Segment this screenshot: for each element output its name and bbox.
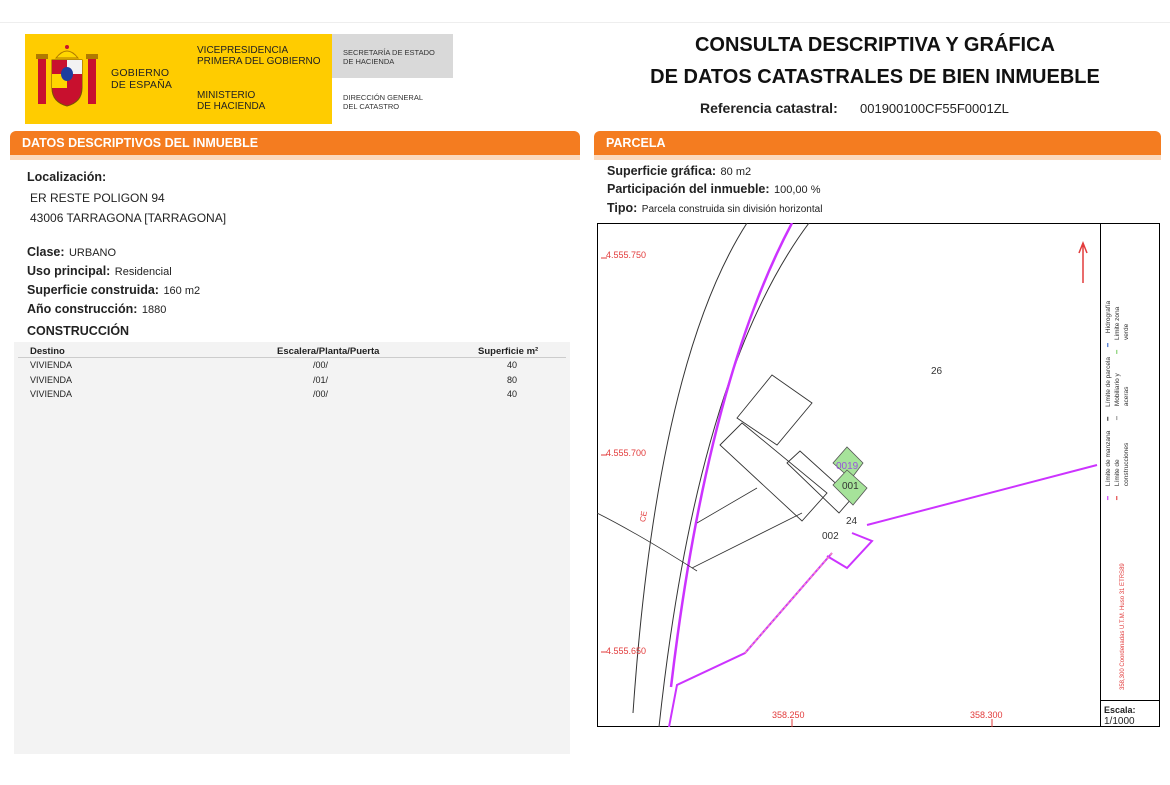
uso-value: Residencial [114,266,172,278]
clase-value: URBANO [68,247,117,259]
table-row-1-superficie: 40 [507,360,518,370]
escala-label: Escala: [1104,705,1136,715]
ref-value: 001900100CF55F0001ZL [860,101,1009,116]
legend-hidrografia: Hidrografía [1105,300,1112,334]
clase-row [27,243,116,261]
legend-row-2: ━ Límite de construcciones ━ Mobiliario y aceras ━ Limite zona verde [1113,300,1131,500]
ministerio-line2: DE HACIENDA [197,101,266,112]
parcel-line-3 [692,513,802,568]
secretaria-line2: DE HACIENDA [343,57,395,66]
section-header-parcela-underline [594,155,1161,160]
parcel-label-002: 002 [822,531,839,542]
legend-row-1: ━ Límite de manzana ━ Límite de parcela ━ Hidrografía [1105,300,1112,500]
parcel-label-001: 001 [842,481,859,492]
anio-value: 1880 [141,304,167,316]
parcel-line-2 [697,488,757,523]
table-header-escalera: Escalera/Planta/Puerta [277,346,380,357]
anio-label: Año construcción: [27,302,138,316]
coat-of-arms-icon [34,42,100,112]
building-outline-1 [737,375,812,445]
tipo-value: Parcela construida sin división horizontal [641,204,823,215]
secretaria-text [343,48,435,66]
road-edge-left [633,223,747,713]
table-header-destino: Destino [30,346,65,357]
address-line2: 43006 TARRAGONA [TARRAGONA] [30,211,227,225]
page-title-line2: DE DATOS CATASTRALES DE BIEN INMUEBLE [650,66,1100,88]
legend-divider [1100,223,1101,727]
parcel-label-26: 26 [931,366,943,377]
section-header-parcela: PARCELA [594,131,1161,155]
y-coord-3: 4.555.650 [606,646,647,656]
manzana-boundary-east [867,465,1097,525]
localizacion-label: Localización: [27,170,107,184]
table-row-1-destino: VIVIENDA [30,360,73,370]
legend-scale-divider [1100,700,1160,701]
address-line1: ER RESTE POLIGON 94 [30,191,165,205]
legend-manzana: Límite de manzana [1105,430,1112,487]
participacion-label: Participación del inmueble: [607,182,770,196]
legend-zona-verde: Limite zona verde [1114,306,1130,340]
y-coord-1: 4.555.750 [606,250,647,260]
gobierno-line1: GOBIERNO [111,67,170,79]
superficie-value: 160 m2 [163,285,201,297]
escala-value: 1/1000 [1104,716,1135,727]
legend-mobiliario: Mobiliario y aceras [1114,373,1130,407]
table-row-3-planta: /00/ [313,389,329,399]
uso-label: Uso principal: [27,264,111,278]
legend-construcciones: Límite de construcciones [1114,442,1130,487]
table-row-3-destino: VIVIENDA [30,389,73,399]
legend-parcela: Límite de parcela [1105,356,1112,407]
construccion-title: CONSTRUCCIÓN [27,324,130,338]
sup-grafica-value: 80 m2 [720,166,752,178]
manzana-boundary-road [671,223,792,687]
construccion-table [14,342,570,754]
section-header-underline [10,155,580,160]
participacion-row [607,180,820,198]
uso-row [27,262,172,280]
manzana-boundary-south [669,553,832,727]
north-arrow-icon [1079,243,1087,283]
table-row-1-planta: /00/ [313,360,329,370]
parcel-label-0019: 0019 [836,461,859,472]
vicepresidencia-text [197,45,321,67]
table-row-2-planta: /01/ [313,375,329,385]
coords-note: 358,300 Coordenadas U.T.M. Huso 31 ETRS89 [1120,563,1126,690]
building-outline-2 [720,423,827,521]
gobierno-espana-text [111,67,172,91]
table-row-2-superficie: 80 [507,375,518,385]
clase-label: Clase: [27,245,65,259]
sup-grafica-row [607,162,751,180]
table-row-2-destino: VIVIENDA [30,375,73,385]
table-header-divider [18,357,566,358]
ministerio-line1: MINISTERIO [197,90,256,101]
x-coord-2: 358.300 [970,710,1003,720]
parcel-label-24: 24 [846,516,858,527]
table-header-superficie: Superficie m² [478,346,539,357]
ministerio-text [197,90,265,112]
tipo-row [607,199,822,217]
road-edge-right [659,223,809,727]
map-legend [1104,300,1131,500]
anio-row [27,300,166,318]
section-header-datos: DATOS DESCRIPTIVOS DEL INMUEBLE [10,131,580,155]
map-drawing [597,223,1100,727]
direccion-line1: DIRECCIÓN GENERAL [343,93,424,102]
x-coord-1: 358.250 [772,710,805,720]
participacion-value: 100,00 % [774,184,821,196]
ref-label: Referencia catastral: [700,100,838,116]
superficie-row [27,281,200,299]
direccion-line2: DEL CATASTRO [343,102,400,111]
top-divider [0,22,1170,23]
vice-line2: PRIMERA DEL GOBIERNO [197,56,321,67]
tipo-label: Tipo: [607,201,638,215]
direccion-text [343,93,423,111]
gobierno-line2: DE ESPAÑA [111,79,173,91]
superficie-label: Superficie construida: [27,283,159,297]
sup-grafica-label: Superficie gráfica: [607,164,717,178]
street-label-ce: CE [638,510,649,523]
page-title-line1: CONSULTA DESCRIPTIVA Y GRÁFICA [694,34,1056,56]
table-row-3-superficie: 40 [507,389,518,399]
secretaria-line1: SECRETARÍA DE ESTADO [343,48,435,57]
vice-line1: VICEPRESIDENCIA [197,45,289,56]
y-coord-2: 4.555.700 [606,448,647,458]
